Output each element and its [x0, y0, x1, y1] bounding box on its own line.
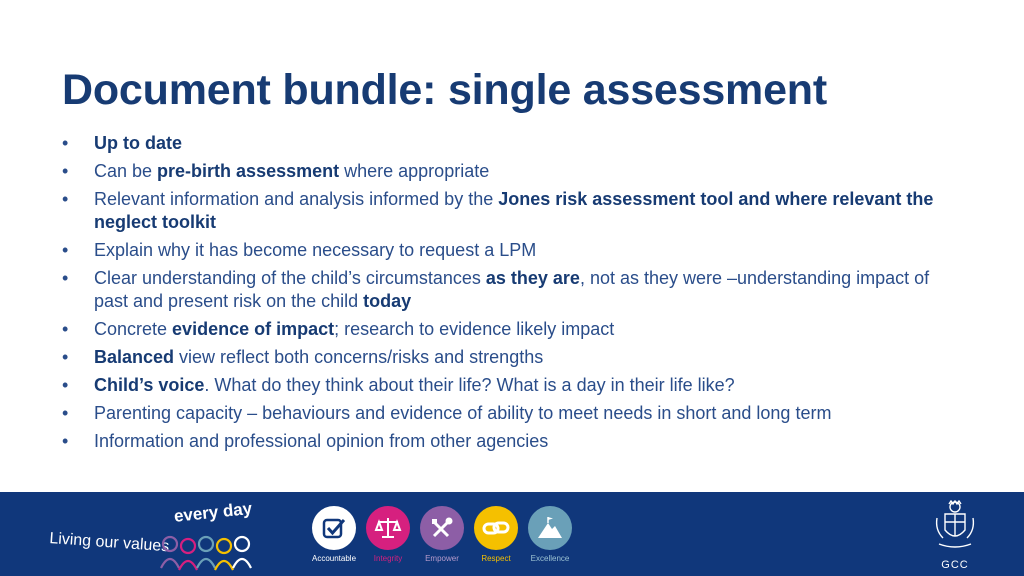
values-tagline: [48, 498, 270, 562]
bullet-bold-text: Child’s voice: [94, 375, 205, 395]
value-integrity: [360, 506, 416, 563]
bullet-item: [62, 346, 962, 369]
value-label: Accountable: [311, 554, 357, 563]
bullet-item: [62, 239, 962, 262]
bullet-item: [62, 132, 962, 155]
bullet-text: where appropriate: [339, 161, 490, 181]
bullet-bold-text: Jones risk assessment tool and where relevant the neglect toolkit: [94, 189, 934, 232]
bullet-text: Can be: [94, 161, 158, 181]
bullet-item: [62, 402, 962, 425]
tagline-every-day-text: every day: [173, 498, 254, 526]
bullet-item: [62, 267, 962, 313]
people-outline-icon: [160, 534, 260, 574]
bullet-text: , not as they were –understanding impact of past and present risk on the child: [94, 268, 930, 311]
bullet-text: Parenting capacity – behaviours and evidence of ability to meet needs in short and long term: [94, 403, 832, 423]
value-label: Empower: [425, 554, 459, 563]
bullet-item: [62, 188, 962, 234]
value-respect: [468, 506, 524, 563]
tools-icon: [420, 506, 464, 550]
council-crest-logo: [930, 500, 980, 572]
bullet-bold-text: as they are: [485, 268, 580, 288]
bullet-bold-text: evidence of impact: [172, 319, 335, 339]
values-icons: [306, 506, 578, 572]
bullet-text: Explain why it has become necessary to request a LPM: [94, 240, 537, 260]
crest-icon: [933, 500, 977, 552]
page-title: Document bundle: single assessment: [62, 66, 827, 114]
value-label: Integrity: [373, 554, 403, 563]
bullet-item: [62, 430, 962, 453]
footer-banner: [0, 492, 1024, 576]
scales-icon: [366, 506, 410, 550]
bullet-text: . What do they think about their life? What is a day in their life like?: [204, 375, 735, 395]
value-empower: [414, 506, 470, 563]
mountain-flag-icon: [528, 506, 572, 550]
value-accountable: [306, 506, 362, 563]
value-label: Respect: [481, 554, 511, 563]
bullet-item: [62, 318, 962, 341]
value-excellence: [522, 506, 578, 563]
crest-text: GCC: [941, 559, 969, 571]
bullet-bold-text: today: [363, 291, 412, 311]
chain-link-icon: [474, 506, 518, 550]
value-label: Excellence: [530, 554, 570, 563]
bullet-item: [62, 160, 962, 183]
bullet-text: Relevant information and analysis informed by the: [94, 189, 499, 209]
bullet-text: ; research to evidence likely impact: [334, 319, 615, 339]
bullet-bold-text: Balanced: [94, 347, 175, 367]
tagline-living-text: Living our values: [48, 530, 170, 556]
bullet-list: [62, 132, 962, 458]
bullet-bold-text: Up to date: [94, 133, 182, 153]
bullet-bold-text: pre-birth assessment: [157, 161, 340, 181]
bullet-text: Clear understanding of the child’s circumstances: [94, 268, 486, 288]
bullet-text: view reflect both concerns/risks and strengths: [174, 347, 544, 367]
bullet-item: [62, 374, 962, 397]
bullet-text: Concrete: [94, 319, 173, 339]
checkbox-icon: [312, 506, 356, 550]
bullet-text: Information and professional opinion from other agencies: [94, 431, 549, 451]
